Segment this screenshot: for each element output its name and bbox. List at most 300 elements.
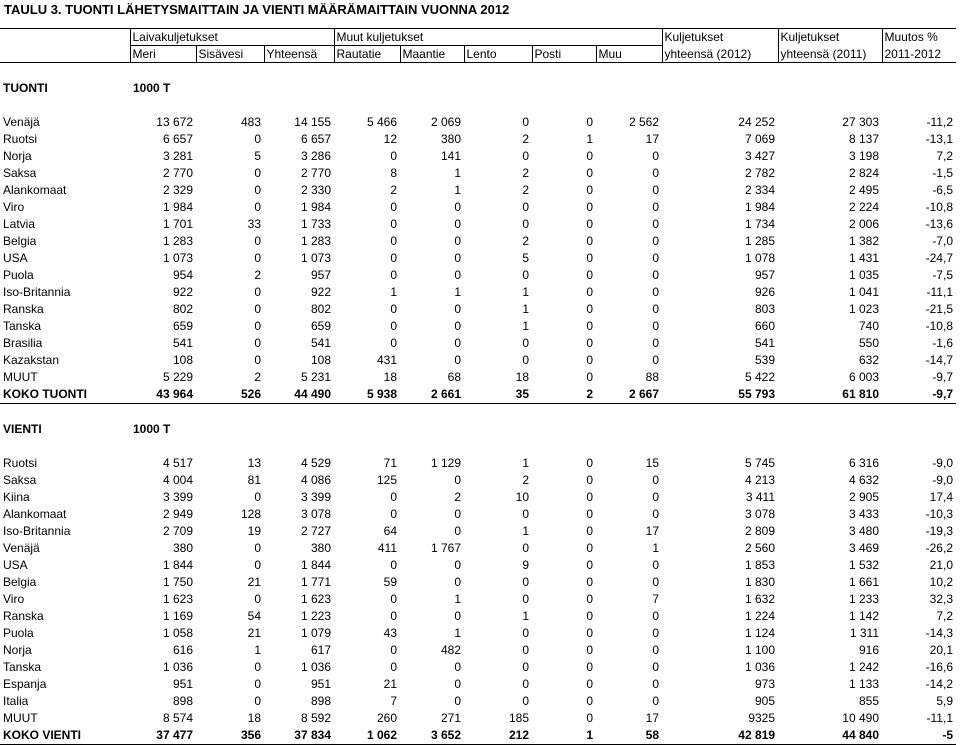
value-cell: -7,0 — [932, 234, 953, 248]
value-cell: 411 — [377, 541, 397, 555]
value-cell: 905 — [754, 694, 775, 708]
table-row — [0, 335, 956, 352]
value-cell: 24 252 — [738, 115, 775, 129]
value-cell: 8 — [390, 166, 397, 180]
value-cell: 0 — [254, 302, 261, 316]
col-header-maantie: Maantie — [400, 46, 464, 63]
total-value: 2 661 — [400, 386, 464, 404]
value-cell: 0 — [522, 507, 529, 521]
value-cell: 0 — [586, 677, 593, 691]
header-total-2012-l1: Kuljetukset — [662, 29, 778, 46]
value-cell: 0 — [586, 285, 593, 299]
country-cell: Viro — [3, 592, 25, 606]
value-cell: 0 — [522, 592, 529, 606]
value-cell: 1 844 — [162, 558, 193, 572]
value-cell: 54 — [247, 609, 261, 623]
value-cell: 0 — [390, 234, 397, 248]
value-cell: 0 — [652, 285, 659, 299]
value-cell: 1 224 — [744, 609, 775, 623]
value-cell: 957 — [310, 268, 331, 282]
value-cell: 483 — [240, 115, 261, 129]
value-cell: 541 — [754, 336, 775, 350]
value-cell: 0 — [586, 609, 593, 623]
value-cell: 2 709 — [162, 524, 193, 538]
value-cell: 2 006 — [848, 217, 879, 231]
value-cell: 1 023 — [848, 302, 879, 316]
table-row — [0, 591, 956, 608]
value-cell: 1 830 — [744, 575, 775, 589]
value-cell: 1 242 — [848, 660, 879, 674]
total-row — [0, 727, 956, 745]
total-value: 44 840 — [778, 727, 882, 745]
value-cell: 1 — [454, 592, 461, 606]
value-cell: 2 949 — [162, 507, 193, 521]
value-cell: 0 — [390, 268, 397, 282]
value-cell: 0 — [652, 234, 659, 248]
value-cell: 3 078 — [744, 507, 775, 521]
section-unit: 1000 T — [133, 81, 171, 95]
table-row — [0, 659, 956, 676]
value-cell: 0 — [454, 558, 461, 572]
country-cell: Norja — [3, 643, 32, 657]
country-cell: Ranska — [3, 302, 44, 316]
value-cell: -16,6 — [925, 660, 953, 674]
value-cell: 1 — [522, 319, 529, 333]
value-cell: 0 — [652, 660, 659, 674]
value-cell: 0 — [652, 694, 659, 708]
value-cell: 482 — [440, 643, 461, 657]
value-cell: 5,9 — [936, 694, 953, 708]
value-cell: 1 — [454, 626, 461, 640]
value-cell: 8 592 — [300, 711, 331, 725]
value-cell: 17 — [645, 524, 659, 538]
value-cell: 616 — [172, 643, 193, 657]
value-cell: 125 — [376, 473, 397, 487]
value-cell: 3 198 — [848, 149, 879, 163]
value-cell: 539 — [754, 353, 775, 367]
value-cell: 0 — [586, 660, 593, 674]
value-cell: 0 — [652, 507, 659, 521]
table-row — [0, 199, 956, 216]
value-cell: 2 — [254, 370, 261, 384]
value-cell: 68 — [447, 370, 461, 384]
value-cell: 1 733 — [300, 217, 331, 231]
value-cell: -14,7 — [925, 353, 953, 367]
value-cell: 380 — [440, 132, 461, 146]
value-cell: -14,2 — [925, 677, 953, 691]
table-row — [0, 216, 956, 233]
value-cell: 0 — [586, 626, 593, 640]
value-cell: 380 — [172, 541, 193, 555]
value-cell: 0 — [652, 149, 659, 163]
value-cell: 0 — [254, 234, 261, 248]
table-row — [0, 267, 956, 284]
value-cell: 0 — [652, 677, 659, 691]
country-cell: Iso-Britannia — [3, 524, 71, 538]
col-header-posti: Posti — [532, 46, 596, 63]
value-cell: 5 422 — [744, 370, 775, 384]
value-cell: 9325 — [748, 711, 775, 725]
value-cell: 0 — [522, 217, 529, 231]
total-value: 42 819 — [662, 727, 778, 745]
value-cell: 1 — [454, 183, 461, 197]
value-cell: 7,2 — [936, 609, 953, 623]
value-cell: 3 078 — [300, 507, 331, 521]
value-cell: 17 — [645, 711, 659, 725]
table-row — [0, 523, 956, 540]
value-cell: 0 — [522, 541, 529, 555]
value-cell: 1 036 — [162, 660, 193, 674]
value-cell: -13,1 — [925, 132, 953, 146]
value-cell: 0 — [652, 217, 659, 231]
value-cell: 0 — [586, 541, 593, 555]
value-cell: 916 — [858, 643, 879, 657]
value-cell: -13,6 — [925, 217, 953, 231]
value-cell: 7 — [390, 694, 397, 708]
value-cell: 6 316 — [848, 456, 879, 470]
value-cell: 0 — [586, 336, 593, 350]
value-cell: 0 — [522, 336, 529, 350]
value-cell: 1 — [254, 643, 261, 657]
value-cell: 5 229 — [162, 370, 193, 384]
value-cell: 1 035 — [848, 268, 879, 282]
value-cell: 20,1 — [929, 643, 953, 657]
value-cell: 1 — [522, 456, 529, 470]
value-cell: 0 — [454, 302, 461, 316]
value-cell: 4 213 — [744, 473, 775, 487]
table-title: TAULU 3. TUONTI LÄHETYSMAITTAIN JA VIENTI MÄÄRÄMAITTAIN VUONNA 2012 — [4, 2, 510, 17]
table-row — [0, 114, 956, 131]
table-row — [0, 148, 956, 165]
value-cell: 0 — [390, 149, 397, 163]
total-value: 37 834 — [264, 727, 334, 745]
table-row — [0, 318, 956, 335]
value-cell: 1 623 — [162, 592, 193, 606]
value-cell: 0 — [522, 694, 529, 708]
value-cell: 1 — [522, 285, 529, 299]
value-cell: 951 — [172, 677, 193, 691]
value-cell: 3 286 — [300, 149, 331, 163]
value-cell: 0 — [586, 251, 593, 265]
value-cell: 0 — [454, 234, 461, 248]
value-cell: 954 — [172, 268, 193, 282]
table-row — [0, 642, 956, 659]
total-value: 526 — [196, 386, 264, 404]
value-cell: 0 — [454, 217, 461, 231]
value-cell: 8 137 — [848, 132, 879, 146]
value-cell: 0 — [586, 302, 593, 316]
value-cell: 0 — [254, 541, 261, 555]
value-cell: -19,3 — [925, 524, 953, 538]
value-cell: 4 004 — [162, 473, 193, 487]
total-value: 212 — [464, 727, 532, 745]
country-cell: Alankomaat — [3, 507, 67, 521]
value-cell: 1 853 — [744, 558, 775, 572]
value-cell: 380 — [310, 541, 331, 555]
value-cell: 0 — [254, 353, 261, 367]
value-cell: -11,1 — [926, 285, 953, 299]
value-cell: 0 — [586, 353, 593, 367]
value-cell: 3 411 — [745, 490, 775, 504]
value-cell: 14 155 — [294, 115, 331, 129]
value-cell: 0 — [454, 609, 461, 623]
table-row — [0, 557, 956, 574]
value-cell: 0 — [454, 353, 461, 367]
total-value: 37 477 — [130, 727, 196, 745]
value-cell: 13 — [247, 456, 261, 470]
table-row — [0, 608, 956, 625]
country-cell: Venäjä — [3, 115, 40, 129]
value-cell: 2 069 — [430, 115, 461, 129]
value-cell: 10 490 — [842, 711, 879, 725]
value-cell: 1 169 — [162, 609, 193, 623]
value-cell: 4 529 — [300, 456, 331, 470]
value-cell: 2 495 — [848, 183, 879, 197]
value-cell: 7 069 — [744, 132, 775, 146]
value-cell: 32,3 — [929, 592, 953, 606]
value-cell: 0 — [522, 200, 529, 214]
total-value: 5 938 — [334, 386, 400, 404]
value-cell: 185 — [508, 711, 529, 725]
value-cell: 1 311 — [849, 626, 879, 640]
value-cell: 33 — [247, 217, 261, 231]
country-cell: Alankomaat — [3, 183, 67, 197]
value-cell: 1 532 — [848, 558, 879, 572]
table-row — [0, 455, 956, 472]
country-cell: Ranska — [3, 609, 44, 623]
value-cell: 1 100 — [744, 643, 775, 657]
value-cell: 0 — [586, 200, 593, 214]
value-cell: 0 — [652, 251, 659, 265]
value-cell: -10,3 — [925, 507, 953, 521]
value-cell: 19 — [247, 524, 261, 538]
value-cell: 2 — [522, 166, 529, 180]
value-cell: 128 — [240, 507, 261, 521]
value-cell: 0 — [652, 166, 659, 180]
value-cell: 0 — [586, 711, 593, 725]
country-cell: Norja — [3, 149, 32, 163]
spacer-row — [0, 404, 956, 422]
value-cell: 0 — [586, 217, 593, 231]
value-cell: 1 — [522, 609, 529, 623]
value-cell: 1 734 — [744, 217, 775, 231]
total-value: 44 490 — [264, 386, 334, 404]
value-cell: 0 — [454, 200, 461, 214]
country-cell: Italia — [3, 694, 29, 708]
value-cell: 1 767 — [430, 541, 461, 555]
header-other-transport: Muut kuljetukset — [334, 29, 662, 46]
col-header-rautatie: Rautatie — [334, 46, 400, 63]
value-cell: 2 224 — [848, 200, 879, 214]
section-header-row — [0, 421, 956, 438]
header-change-l1: Muutos % — [882, 29, 956, 46]
value-cell: -9,7 — [932, 370, 953, 384]
country-cell: Kazakstan — [3, 353, 60, 367]
spacer-cell — [0, 63, 956, 81]
value-cell: 1 — [390, 285, 397, 299]
value-cell: 0 — [454, 507, 461, 521]
value-cell: 0 — [586, 490, 593, 504]
value-cell: 926 — [754, 285, 775, 299]
value-cell: 0 — [522, 626, 529, 640]
value-cell: 18 — [383, 370, 397, 384]
table-row — [0, 250, 956, 267]
country-cell: Espanja — [3, 677, 47, 691]
value-cell: 2 — [522, 132, 529, 146]
value-cell: 0 — [522, 353, 529, 367]
value-cell: 0 — [390, 251, 397, 265]
total-row — [0, 386, 956, 404]
value-cell: 0 — [586, 319, 593, 333]
value-cell: 0 — [454, 319, 461, 333]
value-cell: 1 079 — [300, 626, 331, 640]
value-cell: 1 623 — [300, 592, 331, 606]
spacer-cell — [0, 404, 956, 422]
section-header-row — [0, 80, 956, 97]
value-cell: 17 — [645, 132, 659, 146]
value-cell: 5 231 — [300, 370, 331, 384]
total-value: 3 652 — [400, 727, 464, 745]
value-cell: 0 — [522, 149, 529, 163]
value-cell: 88 — [645, 370, 659, 384]
value-cell: 1 283 — [300, 234, 331, 248]
value-cell: 4 517 — [162, 456, 193, 470]
total-value: 61 810 — [778, 386, 882, 404]
value-cell: 2 — [522, 473, 529, 487]
value-cell: 5 — [522, 251, 529, 265]
spacer-row — [0, 438, 956, 455]
table-row — [0, 301, 956, 318]
country-cell: Ruotsi — [3, 132, 38, 146]
value-cell: 1 058 — [162, 626, 193, 640]
value-cell: 108 — [310, 353, 331, 367]
value-cell: 0 — [390, 660, 397, 674]
total-value: 2 — [532, 386, 596, 404]
value-cell: 0 — [390, 302, 397, 316]
col-header-total-2012: yhteensä (2012) — [662, 46, 778, 63]
country-cell: Belgia — [3, 575, 37, 589]
value-cell: 0 — [390, 319, 397, 333]
col-header-muu: Muu — [596, 46, 662, 63]
value-cell: 0 — [652, 558, 659, 572]
value-cell: 0 — [522, 115, 529, 129]
value-cell: -11,1 — [926, 711, 953, 725]
country-cell: Brasilia — [3, 336, 43, 350]
value-cell: 0 — [454, 473, 461, 487]
country-cell: USA — [3, 251, 28, 265]
value-cell: 1 — [586, 132, 593, 146]
total-value: 35 — [464, 386, 532, 404]
country-cell: Saksa — [3, 166, 37, 180]
value-cell: 0 — [254, 694, 261, 708]
value-cell: 2 334 — [744, 183, 775, 197]
col-header-yhteensa: Yhteensä — [264, 46, 334, 63]
table-row — [0, 284, 956, 301]
value-cell: 0 — [390, 558, 397, 572]
value-cell: 2 782 — [744, 166, 775, 180]
value-cell: 7 — [652, 592, 659, 606]
value-cell: 2 329 — [162, 183, 193, 197]
value-cell: 922 — [310, 285, 331, 299]
table-row — [0, 506, 956, 523]
value-cell: 81 — [247, 473, 261, 487]
value-cell: 1 984 — [300, 200, 331, 214]
value-cell: 1 078 — [744, 251, 775, 265]
value-cell: -9,0 — [932, 473, 953, 487]
value-cell: 973 — [754, 677, 775, 691]
value-cell: -10,8 — [925, 319, 953, 333]
value-cell: 1 — [454, 285, 461, 299]
value-cell: 2 — [390, 183, 397, 197]
value-cell: 0 — [586, 149, 593, 163]
value-cell: 0 — [652, 200, 659, 214]
value-cell: 0 — [586, 456, 593, 470]
table-row — [0, 165, 956, 182]
value-cell: 1 129 — [430, 456, 461, 470]
spacer-cell — [0, 97, 956, 114]
value-cell: 2 — [522, 183, 529, 197]
total-label: KOKO TUONTI — [0, 386, 130, 404]
spacer-row — [0, 63, 956, 81]
value-cell: 43 — [383, 626, 397, 640]
country-cell: Puola — [3, 268, 34, 282]
value-cell: 7,2 — [936, 149, 953, 163]
value-cell: 2 — [254, 268, 261, 282]
col-header-meri: Meri — [130, 46, 196, 63]
value-cell: 1 — [454, 166, 461, 180]
value-cell: 4 632 — [848, 473, 879, 487]
value-cell: 0 — [522, 643, 529, 657]
country-cell: Iso-Britannia — [3, 285, 71, 299]
value-cell: 1 771 — [300, 575, 331, 589]
value-cell: 1 036 — [744, 660, 775, 674]
value-cell: 0 — [586, 166, 593, 180]
table-row — [0, 131, 956, 148]
value-cell: 0 — [652, 268, 659, 282]
value-cell: 0 — [390, 609, 397, 623]
value-cell: 0 — [652, 302, 659, 316]
value-cell: 1 036 — [300, 660, 331, 674]
value-cell: 2 905 — [848, 490, 879, 504]
col-header-sisavesi: Sisävesi — [196, 46, 264, 63]
value-cell: -1,5 — [932, 166, 953, 180]
value-cell: 1 073 — [162, 251, 193, 265]
value-cell: 1 283 — [162, 234, 193, 248]
value-cell: 0 — [254, 660, 261, 674]
value-cell: 0 — [390, 336, 397, 350]
value-cell: 0 — [522, 575, 529, 589]
col-header-lento: Lento — [464, 46, 532, 63]
total-value: -5 — [882, 727, 956, 745]
table-row — [0, 710, 956, 727]
table-row — [0, 574, 956, 591]
value-cell: 0 — [254, 200, 261, 214]
total-label: KOKO VIENTI — [0, 727, 130, 745]
value-cell: 6 003 — [848, 370, 879, 384]
value-cell: 1 041 — [848, 285, 879, 299]
value-cell: -1,6 — [932, 336, 953, 350]
value-cell: 0 — [254, 285, 261, 299]
value-cell: 1 984 — [744, 200, 775, 214]
value-cell: 1 632 — [744, 592, 775, 606]
value-cell: -14,3 — [925, 626, 953, 640]
table-row — [0, 182, 956, 199]
value-cell: 8 574 — [162, 711, 193, 725]
value-cell: 2 — [454, 490, 461, 504]
value-cell: 898 — [172, 694, 193, 708]
value-cell: 18 — [515, 370, 529, 384]
value-cell: 3 281 — [162, 149, 193, 163]
